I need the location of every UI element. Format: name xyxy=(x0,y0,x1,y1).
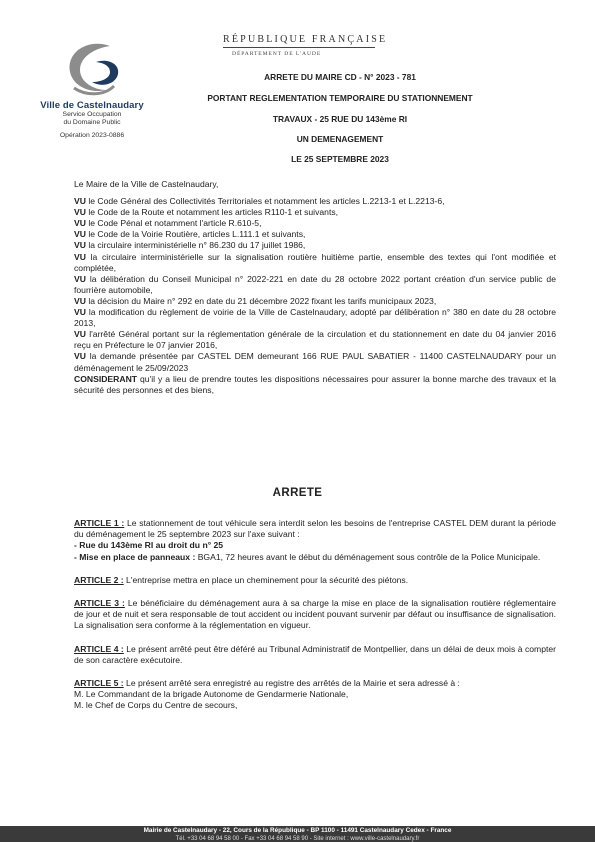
article-5-recipient: M. Le Commandant de la brigade Autonome de Gendarmerie Nationale, xyxy=(74,689,349,700)
republique-francaise: RÉPUBLIQUE FRANÇAISE xyxy=(223,34,388,45)
article-2-text: L'entreprise mettra en place un cheminement pour la sécurité des piétons. xyxy=(126,574,409,585)
article-4-label: ARTICLE 4 : xyxy=(74,643,124,654)
article-5-label: ARTICLE 5 : xyxy=(74,678,124,689)
castelnaudary-logo-icon xyxy=(60,36,124,98)
arrete-number: ARRETE DU MAIRE CD - N° 2023 - 781 xyxy=(264,72,416,82)
departement-line: DÉPARTEMENT DE L'AUDE xyxy=(232,51,322,57)
article-3-label: ARTICLE 3 : xyxy=(74,598,125,609)
travaux-location: TRAVAUX - 25 RUE DU 143ème RI xyxy=(272,114,408,124)
article-1-panels: - Mise en place de panneaux : BGA1, 72 heures avant le début du déménagement sous contrôle de la Police Municipale. xyxy=(74,551,541,562)
article-1-label: ARTICLE 1 : xyxy=(74,518,125,528)
footer-contact: Tél. +33 04 68 94 58 00 - Fax +33 04 68 94 58 90 - Site internet : www.ville-castelnaudary.fr xyxy=(175,836,420,842)
article-1-text: Le stationnement de tout véhicule sera interdit selon les besoins de l'entreprise CASTEL DEM durant la période du déménagement le 25 septembre 2023 sur l'axe suivant : xyxy=(74,518,557,540)
article-1 xyxy=(74,518,556,563)
vu-item: VU le Code de la Route et notamment les articles R110-1 et suivants, xyxy=(74,207,339,218)
header-rule xyxy=(223,47,375,48)
preamble-intro: Le Maire de la Ville de Castelnaudary, xyxy=(74,179,219,189)
service-line-2: du Domaine Public xyxy=(63,119,121,126)
demenagement-title: UN DEMENAGEMENT xyxy=(296,134,384,144)
town-name: Ville de Castelnaudary xyxy=(40,100,144,111)
vu-item: VU la demande présentée par CASTEL DEM demeurant 166 RUE PAUL SABATIER - 11400 CASTELNAUDARY pour un déménagement le 25/09/2023 xyxy=(74,351,556,373)
footer-address: Mairie de Castelnaudary - 22, Cours de la République - BP 1100 - 11491 Castelnaudary Cedex - France xyxy=(143,827,452,834)
article-5-text: Le présent arrêté sera enregistré au registre des arrêtés de la Mairie et sera adressé à : xyxy=(126,678,460,689)
date-title: LE 25 SEPTEMBRE 2023 xyxy=(291,154,389,164)
service-line-1: Service Occupation xyxy=(62,111,122,118)
article-1-location: - Rue du 143ème RI au droit du n° 25 xyxy=(74,540,224,551)
articles-section xyxy=(74,518,556,724)
considerant-item: CONSIDERANT qu'il y a lieu de prendre toutes les dispositions nécessaires pour assurer la bonne marche des travaux et la sécurité des personnes et des biens, xyxy=(74,373,557,395)
header-logo-block xyxy=(22,36,162,139)
footer-bar xyxy=(0,826,595,842)
vu-item: VU la circulaire interministérielle sur la signalisation routière huitième partie, ensemble des textes qui l'ont modifiée et complétée, xyxy=(74,251,557,273)
article-5 xyxy=(74,678,556,712)
article-3-text: Le bénéficiaire du déménagement aura à sa charge la mise en place de la signalisation routière réglementaire de jour et de nuit et sera responsable de tout accident ou incident pouvant survenir par défaut ou insuffisance de signalisation. La signalisation sera conforme à la réglementation en vigueur. xyxy=(74,598,557,631)
arrete-subject: PORTANT REGLEMENTATION TEMPORAIRE DU STATIONNEMENT xyxy=(207,93,473,103)
arrete-heading: ARRETE xyxy=(272,487,323,499)
vu-item: VU la circulaire interministérielle n° 86.230 du 17 juillet 1986, xyxy=(74,240,306,251)
operation-number: Opération 2023-0886 xyxy=(59,132,125,139)
article-2-label: ARTICLE 2 : xyxy=(74,574,124,585)
article-4-text: Le présent arrêté peut être déféré au Tribunal Administratif de Montpellier, dans un délai de deux mois à compter de son caractère exécutoire. xyxy=(74,643,557,665)
vu-item: VU la décision du Maire n° 292 en date du 21 décembre 2022 fixant les tarifs municipaux 2023, xyxy=(74,295,437,306)
article-2 xyxy=(74,575,556,586)
vu-item: VU le Code Général des Collectivités Territoriales et notamment les articles L.2213-1 et L.2213-6, xyxy=(74,196,445,207)
vu-item: VU le Code de la Voirie Routière, articles L.111.1 et suivants, xyxy=(74,229,306,240)
vu-item: VU le Code Pénal et notamment l'article R.610-5, xyxy=(74,218,262,229)
vu-item: VU l'arrêté Général portant sur la réglementation générale de la circulation et du stationnement en date du 04 janvier 2016 reçu en Préfecture le 07 janvier 2016, xyxy=(74,329,556,351)
vu-item: VU la délibération du Conseil Municipal n° 2022-221 en date du 28 octobre 2022 portant création d'un service public de fourrière automobile, xyxy=(74,273,556,295)
article-3 xyxy=(74,598,556,632)
preamble xyxy=(74,179,556,396)
vu-item: VU la modification du règlement de voirie de la Ville de Castelnaudary, adopté par délibération n° 380 en date du 28 octobre 2013, xyxy=(74,307,557,329)
article-5-recipient: M. le Chef de Corps du Centre de secours, xyxy=(74,700,238,711)
article-4 xyxy=(74,644,556,666)
